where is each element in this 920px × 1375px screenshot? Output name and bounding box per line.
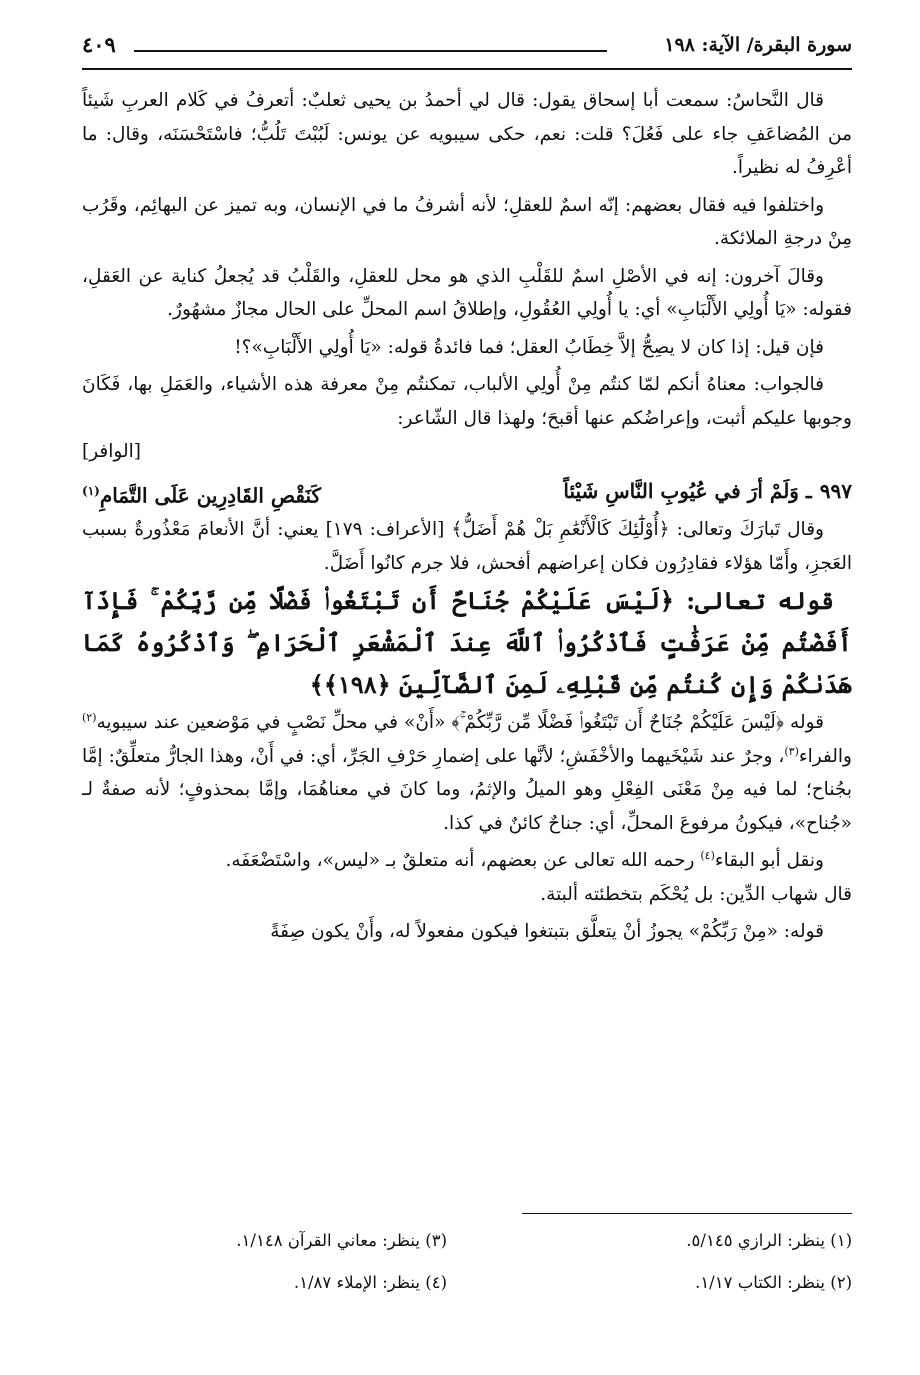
quran-verse-block: قوله تعالى: ﴿لَيْسَ عَلَيْكُمْ جُنَاحٌ أَن تَبْتَغُوا۟ فَضْلًا مِّن رَّبِّكُمْ ۚ فَإِذَآ أَفَضْتُم مِّنْ عَرَفَٰتٍ فَٱذْكُرُوا۟ ٱللَّهَ عِندَ ٱلْمَشْعَرِ ٱلْحَرَامِ ۖ وَٱذْكُرُوهُ كَمَا هَدَىٰكُمْ وَإِن كُنتُم مِّن قَبْلِهِۦ لَمِنَ ٱلضَّآلِّينَ ﴿١٩٨﴾﴾ bbox=[82, 586, 852, 700]
book-page bbox=[82, 28, 852, 1348]
footnote-ref: (٣) bbox=[784, 744, 799, 758]
verse-second-half bbox=[82, 473, 321, 514]
paragraph: قال شهاب الدِّين: بل يُحْكَم بتخطئته ألبتة. bbox=[540, 883, 852, 905]
poetic-meter: [الوافر] bbox=[82, 441, 141, 462]
page-body bbox=[82, 84, 852, 949]
hemistich-1: ـ وَلَمْ أرَ في عُيُوبِ النَّاسِ شَيْئاً bbox=[563, 478, 812, 503]
footnote-item: (٤) ينظر: الإملاء ١/٨٧. bbox=[293, 1273, 447, 1292]
paragraph bbox=[82, 706, 852, 840]
verse-first-half bbox=[563, 473, 852, 514]
paragraph: قوله: «مِنْ رَبِّكُمْ» يجوزُ أنْ يتعلَّق بتبتغوا فيكون مفعولاً له، وأَنْ يكون صِفَةً bbox=[270, 921, 824, 943]
header-rule bbox=[134, 50, 607, 52]
text-run: والفراء bbox=[798, 745, 852, 767]
page-header bbox=[82, 28, 852, 72]
hemistich-2: كَنَقْصِ القَادِرِين عَلَى التَّمَامِ bbox=[99, 483, 322, 508]
footnote-ref: (١) bbox=[82, 483, 100, 498]
footnote-item: (١) ينظر: الرازي ٥/١٤٥. bbox=[686, 1231, 852, 1250]
footnote-ref: (٤) bbox=[700, 849, 715, 862]
paragraph: وقالَ آخرون: إنه في الأصْلِ اسمٌ للقَلْبِ الذي هو محل للعقلِ، والقَلْبُ قد يُجعلُ كناية عن العَقلِ، فقوله: «يَا أُولِي الأَلْبَابِ» أي: يا أُولِي العُقُولِ، وإطلاقُ اسم المحلِّ على الحال مجازٌ مشهُورٌ. bbox=[82, 265, 852, 320]
text-run: رحمه الله تعالى عن بعضهم، أنه متعلقٌ بـ «ليس»، واسْتَضْعَفَه. bbox=[225, 850, 701, 872]
text-run: ونقل أبو البقاء bbox=[714, 850, 824, 872]
footnote-item: (٢) ينظر: الكتاب ١/١٧. bbox=[695, 1273, 852, 1292]
header-underline bbox=[82, 68, 852, 70]
paragraph bbox=[82, 844, 852, 878]
poetry-verse bbox=[82, 473, 852, 514]
footnote-item: (٣) ينظر: معاني القرآن ١/١٤٨. bbox=[236, 1231, 447, 1250]
running-title: سورة البقرة/ الآية: ١٩٨ bbox=[664, 34, 852, 56]
paragraph: وقال تَبارَكَ وتعالى: ﴿أُوْلَٰٓئِكَ كَالْأَنْعَٰمِ بَلْ هُمْ أَضَلُّ﴾ [الأعراف: ١٧٩] يعني: أنَّ الأنعامَ مَعْذُورةٌ بسبب العَجزِ، وأَمّا هؤلاء فقادِرُون فكان إعراضهم أفحش، فلا جرم كانُوا أَضَلَّ. bbox=[82, 519, 852, 574]
footnote-separator bbox=[522, 1213, 852, 1214]
paragraph: فإن قيل: إذا كان لا يصِحُّ إلاَّ خِطَابُ العقل؛ فما فائدةُ قوله: «يَا أُولِي الأَلْبَابِ»؟! bbox=[234, 336, 824, 358]
text-run: قوله ﴿لَيْسَ عَلَيْكُمْ جُنَاحٌ أَن تَبْتَغُوا۟ فَضْلًا مِّن رَّبِّكُمْ ۚ﴾ «أَنْ» في محلِّ نَصْبٍ في مَوْضعين عند سيبويه bbox=[96, 712, 824, 734]
paragraph: واختلفوا فيه فقال بعضهم: إنّه اسمٌ للعقلِ؛ لأنه أشرفُ ما في الإنسان، وبه تميز عن البهائِم، وقَرُب مِنْ درجةِ الملائكة. bbox=[82, 194, 852, 249]
paragraph: قال النَّحاسُ: سمعت أبا إسحاق يقول: قال لي أحمدُ بن يحيى ثعلبٌ: أتعرفُ في كَلام العربِ شَيئاً من المُضاعَفِ جاء على فَعُلَ؟ قلت: نعم، حكى سيبويه عن يونس: لَبُبْتَ تَلُبُّ؛ فاسْتَحْسَنَه، وقال: ما أعْرِفُ له نظيراً. bbox=[82, 90, 852, 178]
verse-number: ٩٩٧ bbox=[819, 478, 852, 503]
page-number: ٤٠٩ bbox=[82, 32, 116, 57]
paragraph: فالجواب: معناهُ أنكم لمّا كنتُم مِنْ أُولِي الألباب، تمكنتُم مِنْ معرفة هذه الأشياء، والعَمَلِ بها، فَكَانَ وجوبها عليكم أثبت، وإعراضُكم عنها أقبحَ؛ ولهذا قال الشّاعر: bbox=[82, 374, 852, 429]
footnote-ref: (٢) bbox=[82, 711, 97, 724]
text-run: ، وجرٌ عند شَيْخَيهما والأخْفَشِ؛ لأنَّها على إضمارِ حَرْفِ الجَرِّ، أي: في أَنْ، وهذا الجارُّ متعلِّقٌ: إمَّا بجُناح؛ لما فيه مِنْ مَعْنَى الفِعْلِ وهو الميلُ والإثمُ، وما كانَ في معناهُمَا، وإمَّا بمحذوفٍ؛ لأنه صفةٌ لـ «جُناح»، فيكونُ مرفوعَ المحلِّ، أي: جناحٌ كائنٌ في كذا. bbox=[82, 745, 852, 834]
